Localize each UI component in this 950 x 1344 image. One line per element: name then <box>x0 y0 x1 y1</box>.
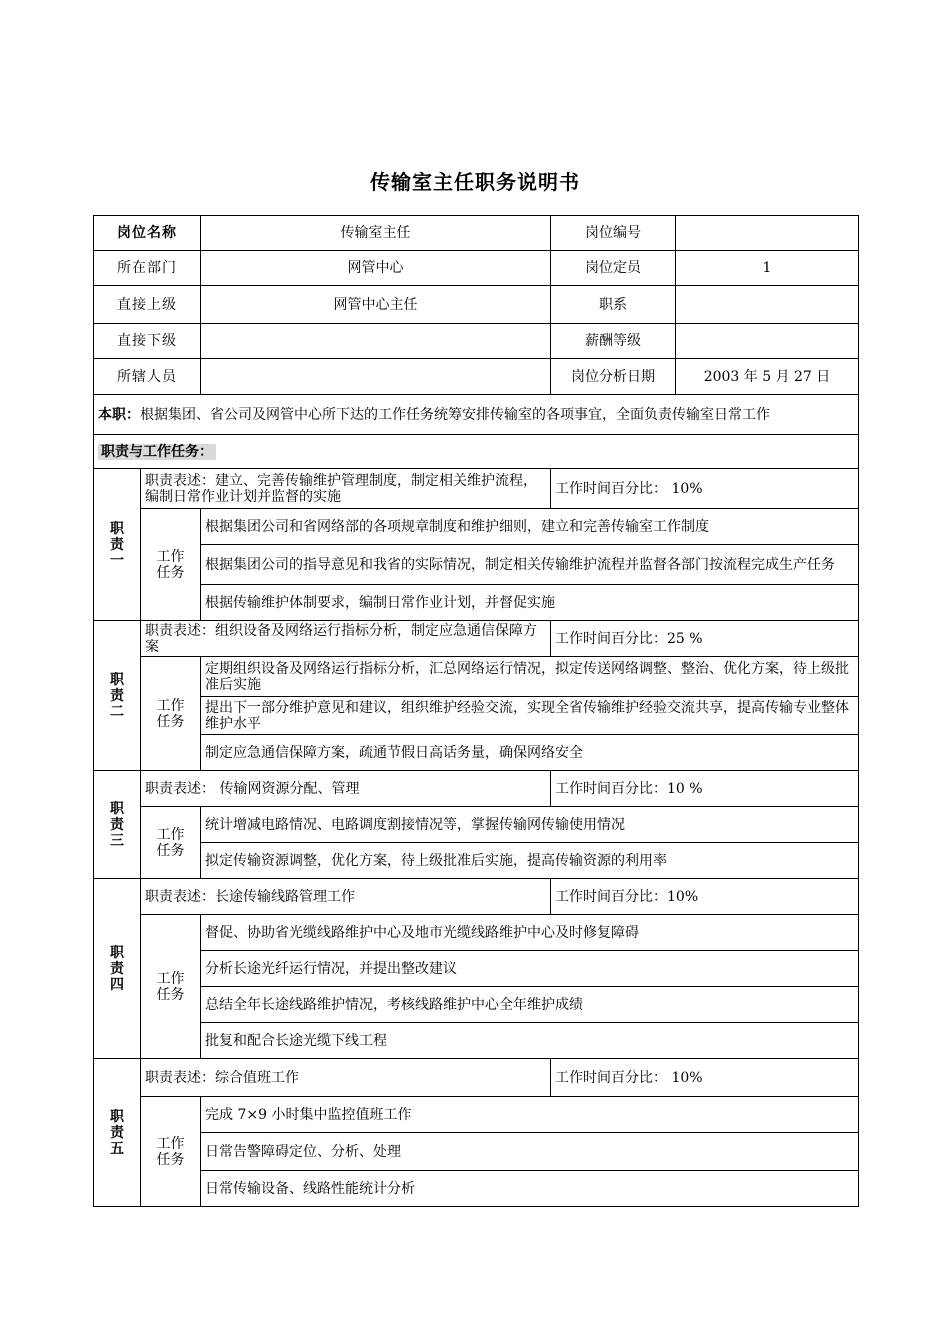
task-row <box>94 1097 859 1133</box>
info-value: 网管中心主任 <box>201 286 551 324</box>
duty-statement: 职责表述：组织设备及网络运行指标分析，制定应急通信保障方案 <box>141 621 551 657</box>
task-item: 根据集团公司和省网络部的各项规章制度和维护细则，建立和完善传输室工作制度 <box>201 509 859 545</box>
duty-label-text: 职责四 <box>110 944 124 993</box>
duties-heading-row <box>94 435 859 469</box>
duty-statement: 职责表述：长途传输线路管理工作 <box>141 879 551 915</box>
duties-heading-cell <box>94 435 859 469</box>
job-description-table <box>93 215 858 1215</box>
duty-statement-row <box>94 1059 859 1097</box>
duty-percent: 工作时间百分比： 10% <box>551 469 859 509</box>
task-item: 拟定传输资源调整，优化方案，待上级批准后实施，提高传输资源的利用率 <box>201 843 859 879</box>
task-item: 批复和配合长途光缆下线工程 <box>201 1023 859 1059</box>
info-value: 传输室主任 <box>201 216 551 251</box>
duty-label-text: 职责一 <box>110 520 124 569</box>
duty-summary-text: 根据集团、省公司及网管中心所下达的工作任务统筹安排传输室的各项事宜，全面负责传输室日常工作 <box>140 406 770 423</box>
duty-percent: 工作时间百分比： 10% <box>551 1059 859 1097</box>
info-label: 薪酬等级 <box>551 324 676 359</box>
duty-label <box>94 621 141 771</box>
duty-label <box>94 771 141 879</box>
duty-statement: 职责表述：建立、完善传输维护管理制度，制定相关维护流程，编制日常作业计划并监督的实施 <box>141 469 551 509</box>
task-item: 根据传输维护体制要求，编制日常作业计划，并督促实施 <box>201 585 859 621</box>
task-item: 督促、协助省光缆线路维护中心及地市光缆线路维护中心及时修复障碍 <box>201 915 859 951</box>
info-value <box>676 216 859 251</box>
duties-heading: 职责与工作任务： <box>98 444 216 460</box>
info-row <box>94 216 859 251</box>
info-value <box>676 324 859 359</box>
task-row <box>94 915 859 951</box>
page-title: 传输室主任职务说明书 <box>370 170 580 194</box>
task-row <box>94 987 859 1023</box>
duty-summary <box>94 395 859 435</box>
task-row <box>94 1171 859 1207</box>
task-label-text: 工作任务 <box>156 826 185 859</box>
task-row <box>94 657 859 697</box>
duty-label <box>94 1059 141 1207</box>
duty-label <box>94 879 141 1059</box>
info-row <box>94 251 859 286</box>
task-row <box>94 697 859 735</box>
task-label <box>141 509 201 621</box>
task-row <box>94 951 859 987</box>
task-label-text: 工作任务 <box>156 1135 185 1168</box>
info-row <box>94 324 859 359</box>
duty-statement-row <box>94 469 859 509</box>
task-item: 根据集团公司的指导意见和我省的实际情况，制定相关传输维护流程并监督各部门按流程完成生产任务 <box>201 545 859 585</box>
task-label-text: 工作任务 <box>156 697 185 730</box>
info-label: 所辖人员 <box>94 359 201 395</box>
info-value: 2003 年 5 月 27 日 <box>676 359 859 395</box>
task-row <box>94 1023 859 1059</box>
task-item: 日常传输设备、线路性能统计分析 <box>201 1171 859 1207</box>
info-value <box>201 359 551 395</box>
duty-percent: 工作时间百分比：10% <box>551 879 859 915</box>
task-row <box>94 807 859 843</box>
task-item: 日常告警障碍定位、分析、处理 <box>201 1133 859 1171</box>
task-label <box>141 657 201 771</box>
task-item: 总结全年长途线路维护情况，考核线路维护中心全年维护成绩 <box>201 987 859 1023</box>
info-label: 职系 <box>551 286 676 324</box>
info-label: 直接上级 <box>94 286 201 324</box>
task-label <box>141 1097 201 1207</box>
task-row <box>94 509 859 545</box>
info-value: 1 <box>676 251 859 286</box>
duty-statement: 职责表述：综合值班工作 <box>141 1059 551 1097</box>
info-row <box>94 286 859 324</box>
task-row <box>94 735 859 771</box>
info-label: 直接下级 <box>94 324 201 359</box>
task-item: 定期组织设备及网络运行指标分析，汇总网络运行情况，拟定传送网络调整、整治、优化方案，待上级批准后实施 <box>201 657 859 697</box>
duty-label <box>94 469 141 621</box>
task-row <box>94 843 859 879</box>
task-label <box>141 915 201 1059</box>
task-item: 提出下一部分维护意见和建议，组织维护经验交流，实现全省传输维护经验交流共享，提高传输专业整体维护水平 <box>201 697 859 735</box>
duty-label-text: 职责五 <box>110 1108 124 1157</box>
duty-statement-row <box>94 621 859 657</box>
duty-label-text: 职责三 <box>110 800 124 849</box>
duty-label-text: 职责二 <box>110 671 124 720</box>
info-label: 岗位编号 <box>551 216 676 251</box>
duty-summary-label: 本职： <box>98 406 140 423</box>
duty-summary-row <box>94 395 859 435</box>
info-table <box>93 215 859 1207</box>
duty-percent: 工作时间百分比：10 % <box>551 771 859 807</box>
task-item: 制定应急通信保障方案，疏通节假日高话务量，确保网络安全 <box>201 735 859 771</box>
info-value <box>201 324 551 359</box>
task-row <box>94 585 859 621</box>
info-label: 岗位分析日期 <box>551 359 676 395</box>
task-item: 统计增减电路情况、电路调度割接情况等，掌握传输网传输使用情况 <box>201 807 859 843</box>
info-label: 所在部门 <box>94 251 201 286</box>
duty-statement-row <box>94 879 859 915</box>
info-row <box>94 359 859 395</box>
info-label: 岗位定员 <box>551 251 676 286</box>
duty-statement-row <box>94 771 859 807</box>
info-label: 岗位名称 <box>94 216 201 251</box>
task-label-text: 工作任务 <box>156 970 185 1003</box>
duty-percent: 工作时间百分比：25 % <box>551 621 859 657</box>
task-row <box>94 545 859 585</box>
task-item: 分析长途光纤运行情况，并提出整改建议 <box>201 951 859 987</box>
duty-statement: 职责表述： 传输网资源分配、管理 <box>141 771 551 807</box>
task-label-text: 工作任务 <box>156 548 185 581</box>
info-value: 网管中心 <box>201 251 551 286</box>
task-row <box>94 1133 859 1171</box>
task-label <box>141 807 201 879</box>
info-value <box>676 286 859 324</box>
task-item: 完成 7×9 小时集中监控值班工作 <box>201 1097 859 1133</box>
